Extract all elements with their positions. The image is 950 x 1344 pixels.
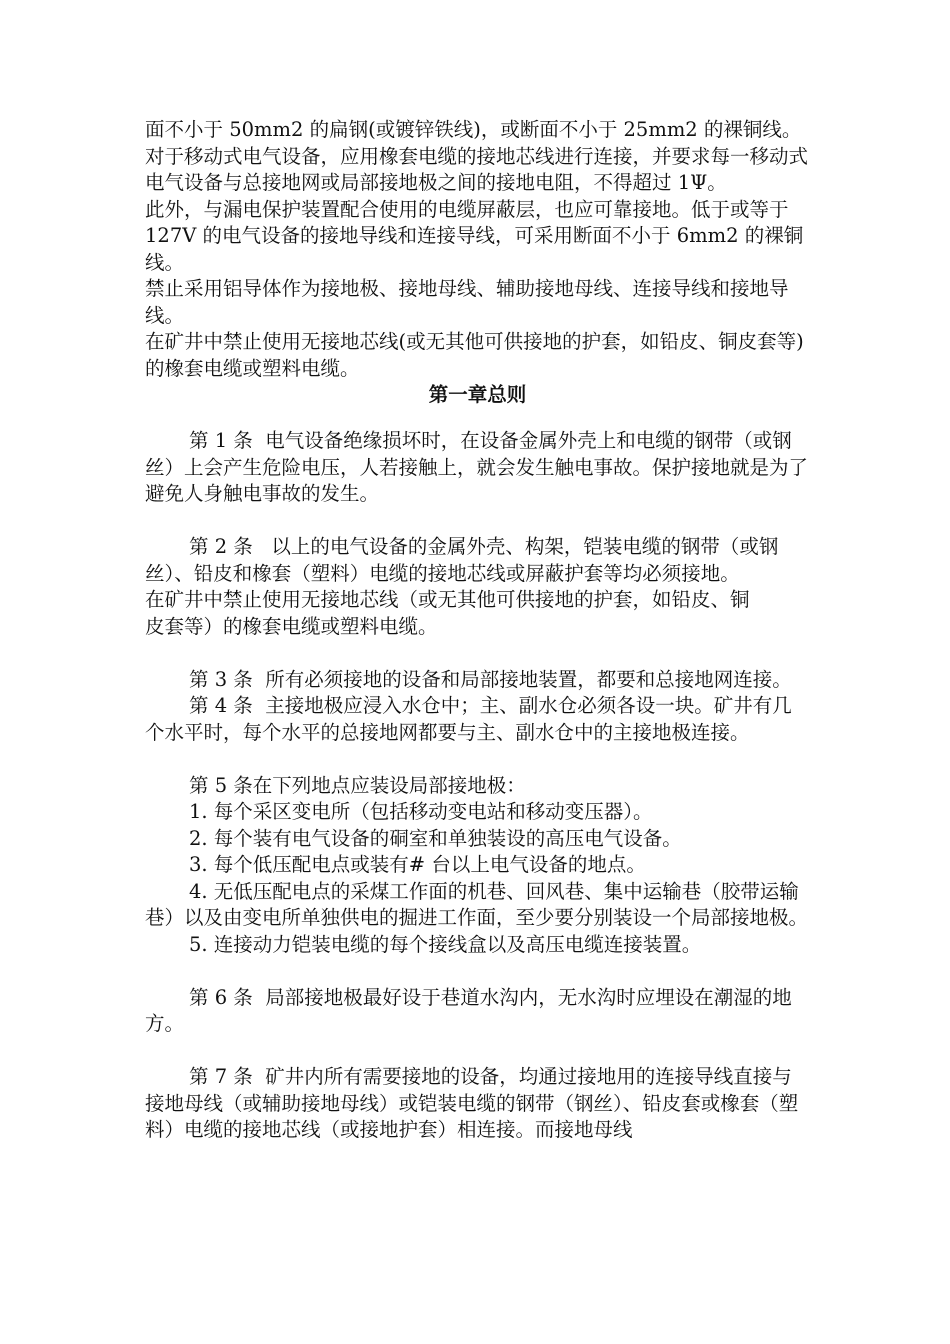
article-1: 第 1 条 电气设备绝缘损坏时，在设备金属外壳上和电缆的钢带（或钢丝）上会产生危险电压，人若接触上，就会发生触电事故。保护接地就是为了避免人身触电事故的发生。: [145, 429, 809, 505]
intro-paragraph-3: 禁止采用铝导体作为接地极、接地母线、辅助接地母线、连接导线和接地导线。: [145, 277, 789, 327]
article-2-continuation: 在矿井中禁止使用无接地芯线（或无其他可供接地的护套，如铅皮、铜: [145, 588, 750, 611]
article-5-item-1: 1. 每个采区变电所（包括移动变电站和移动变压器）。: [189, 800, 653, 823]
article-5-item-3: 3. 每个低压配电点或装有# 台以上电气设备的地点。: [189, 853, 646, 876]
article-5-item-5: 5. 连接动力铠装电缆的每个接线盒以及高压电缆连接装置。: [189, 932, 702, 956]
spacer: [145, 408, 810, 428]
chapter-title: 第一章总则: [428, 383, 527, 406]
spacer: [145, 640, 810, 667]
article-2: 第 2 条 以上的电气设备的金属外壳、构架，铠装电缆的钢带（或钢丝）、铅皮和橡套（塑料）电缆的接地芯线或屏蔽护套等均必须接地。: [145, 535, 779, 585]
article-3: 第 3 条 所有必须接地的设备和局部接地装置，都要和总接地网连接。: [189, 667, 792, 691]
intro-paragraph-1: 面不小于 50mm2 的扁钢(或镀锌铁线)，或断面不小于 25mm2 的裸铜线。对于移动式电气设备，应用橡套电缆的接地芯线进行连接，并要求每一移动式电气设备与总接地网或局部接地极之间的接地电阻，不得超过 1Ψ。: [145, 118, 809, 194]
article-7: 第 7 条 矿井内所有需要接地的设备，均通过接地用的连接导线直接与接地母线（或辅助接地母线）或铠装电缆的钢带（钢丝）、铅皮套或橡套（塑料）电缆的接地芯线（或接地护套）相连接。而接地母线: [145, 1065, 799, 1141]
article-6: 第 6 条 局部接地极最好设于巷道水沟内，无水沟时应埋设在潮湿的地方。: [145, 985, 792, 1035]
spacer: [145, 746, 810, 773]
spacer: [145, 1038, 810, 1065]
article-2-continuation-2: 皮套等）的橡套电缆或塑料电缆。: [145, 614, 438, 638]
article-5-item-4: 4. 无低压配电点的采煤工作面的机巷、回风巷、集中运输巷（胶带运输巷）以及由变电所单独供电的掘进工作面，至少要分别装设一个局部接地极。: [145, 879, 809, 929]
document-page: [145, 117, 810, 1144]
article-4: 第 4 条 主接地极应浸入水仓中；主、副水仓必须各设一块。矿井有几个水平时，每个水平的总接地网都要与主、副水仓中的主接地极连接。: [145, 694, 792, 744]
intro-paragraph-4: 在矿井中禁止使用无接地芯线(或无其他可供接地的护套，如铅皮、铜皮套等)的橡套电缆或塑料电缆。: [145, 330, 804, 380]
intro-paragraph-2: 此外，与漏电保护装置配合使用的电缆屏蔽层，也应可靠接地。低于或等于 127V 的电气设备的接地导线和连接导线，可采用断面不小于 6mm2 的裸铜线。: [145, 197, 804, 274]
spacer: [145, 508, 810, 535]
article-5-item-2: 2. 每个装有电气设备的硐室和单独装设的高压电气设备。: [189, 826, 682, 850]
article-5: 第 5 条在下列地点应装设局部接地极：: [189, 773, 526, 797]
spacer: [145, 958, 810, 985]
